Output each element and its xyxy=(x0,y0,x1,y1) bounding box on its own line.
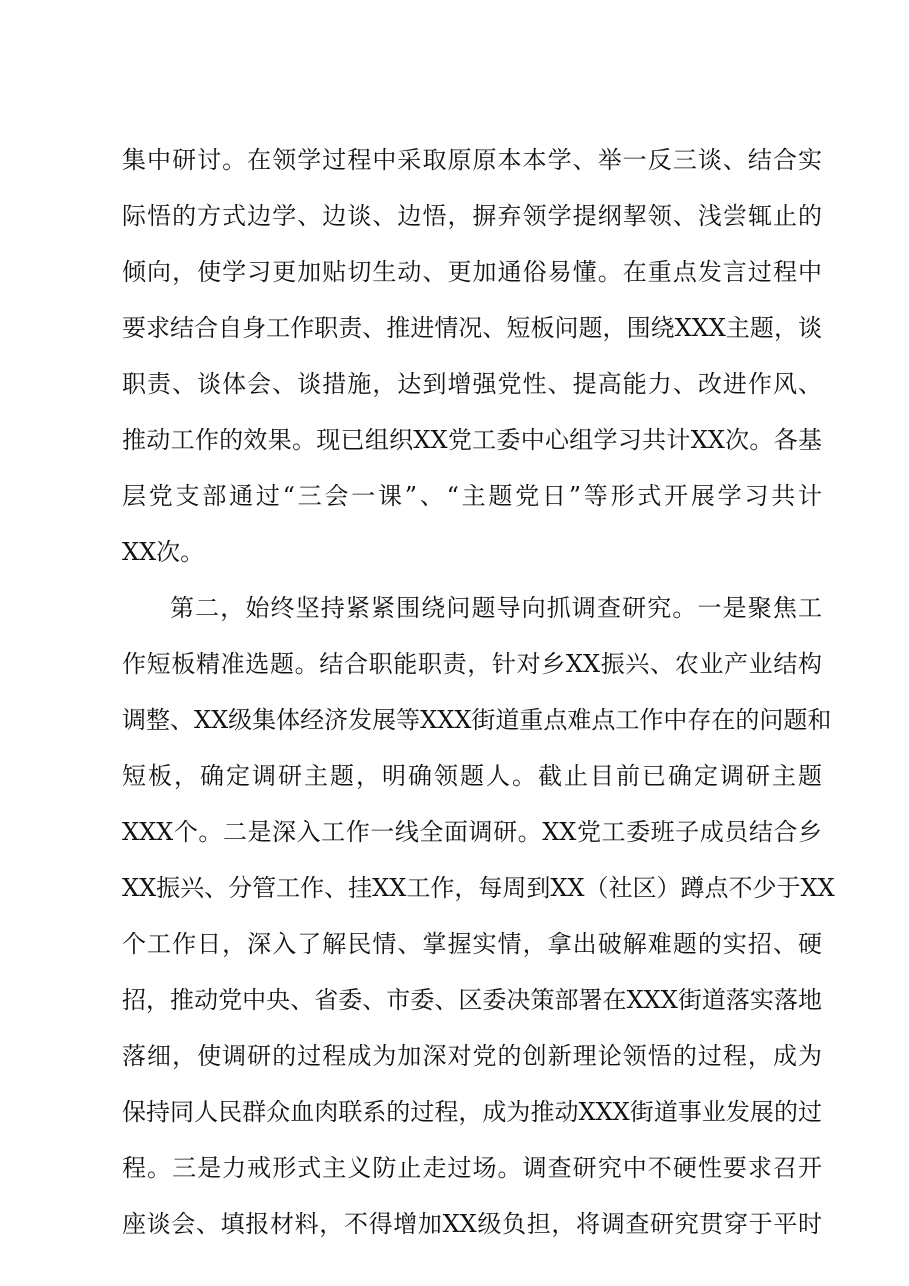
text-line: XXX个。二是深入工作一线全面调研。XX党工委班子成员结合乡 xyxy=(122,818,822,846)
text-line: 际悟的方式边学、边谈、边悟，摒弃领学提纲挈领、浅尝辄止的 xyxy=(122,202,822,230)
text-line: 职责、谈体会、谈措施，达到增强党性、提高能力、改进作风、 xyxy=(122,370,822,398)
text-line: 推动工作的效果。现已组织XX党工委中心组学习共计XX次。各基 xyxy=(122,426,822,454)
text-line: 作短板精准选题。结合职能职责，针对乡XX振兴、农业产业结构 xyxy=(122,650,822,678)
text-line: XX振兴、分管工作、挂XX工作，每周到XX（社区）蹲点不少于XX xyxy=(122,874,835,902)
text-line: 保持同人民群众血肉联系的过程，成为推动XXX街道事业发展的过 xyxy=(122,1098,822,1126)
text-line: 层党支部通过“三会一课”、“主题党日”等形式开展学习共计 xyxy=(122,482,822,510)
text-line: 个工作日，深入了解民情、掌握实情，拿出破解难题的实招、硬 xyxy=(122,930,822,958)
text-line: 招，推动党中央、省委、市委、区委决策部署在XXX街道落实落地 xyxy=(122,986,822,1014)
text-line: 调整、XX级集体经济发展等XXX街道重点难点工作中存在的问题和 xyxy=(122,706,832,734)
text-line: 落细，使调研的过程成为加深对党的创新理论领悟的过程，成为 xyxy=(122,1042,822,1070)
text-line: 要求结合自身工作职责、推进情况、短板问题，围绕XXX主题，谈 xyxy=(122,314,822,342)
text-line: 集中研讨。在领学过程中采取原原本本学、举一反三谈、结合实 xyxy=(122,146,822,174)
text-line: 程。三是力戒形式主义防止走过场。调查研究中不硬性要求召开 xyxy=(122,1154,822,1182)
paragraph-start-line: 第二，始终坚持紧紧围绕问题导向抓调查研究。一是聚焦工 xyxy=(170,594,822,622)
text-line: 倾向，使学习更加贴切生动、更加通俗易懂。在重点发言过程中 xyxy=(122,258,822,286)
text-line: 短板，确定调研主题，明确领题人。截止目前已确定调研主题 xyxy=(122,762,822,790)
text-line: 座谈会、填报材料，不得增加XX级负担，将调查研究贯穿于平时 xyxy=(122,1210,822,1238)
text-line: XX次。 xyxy=(122,538,205,566)
